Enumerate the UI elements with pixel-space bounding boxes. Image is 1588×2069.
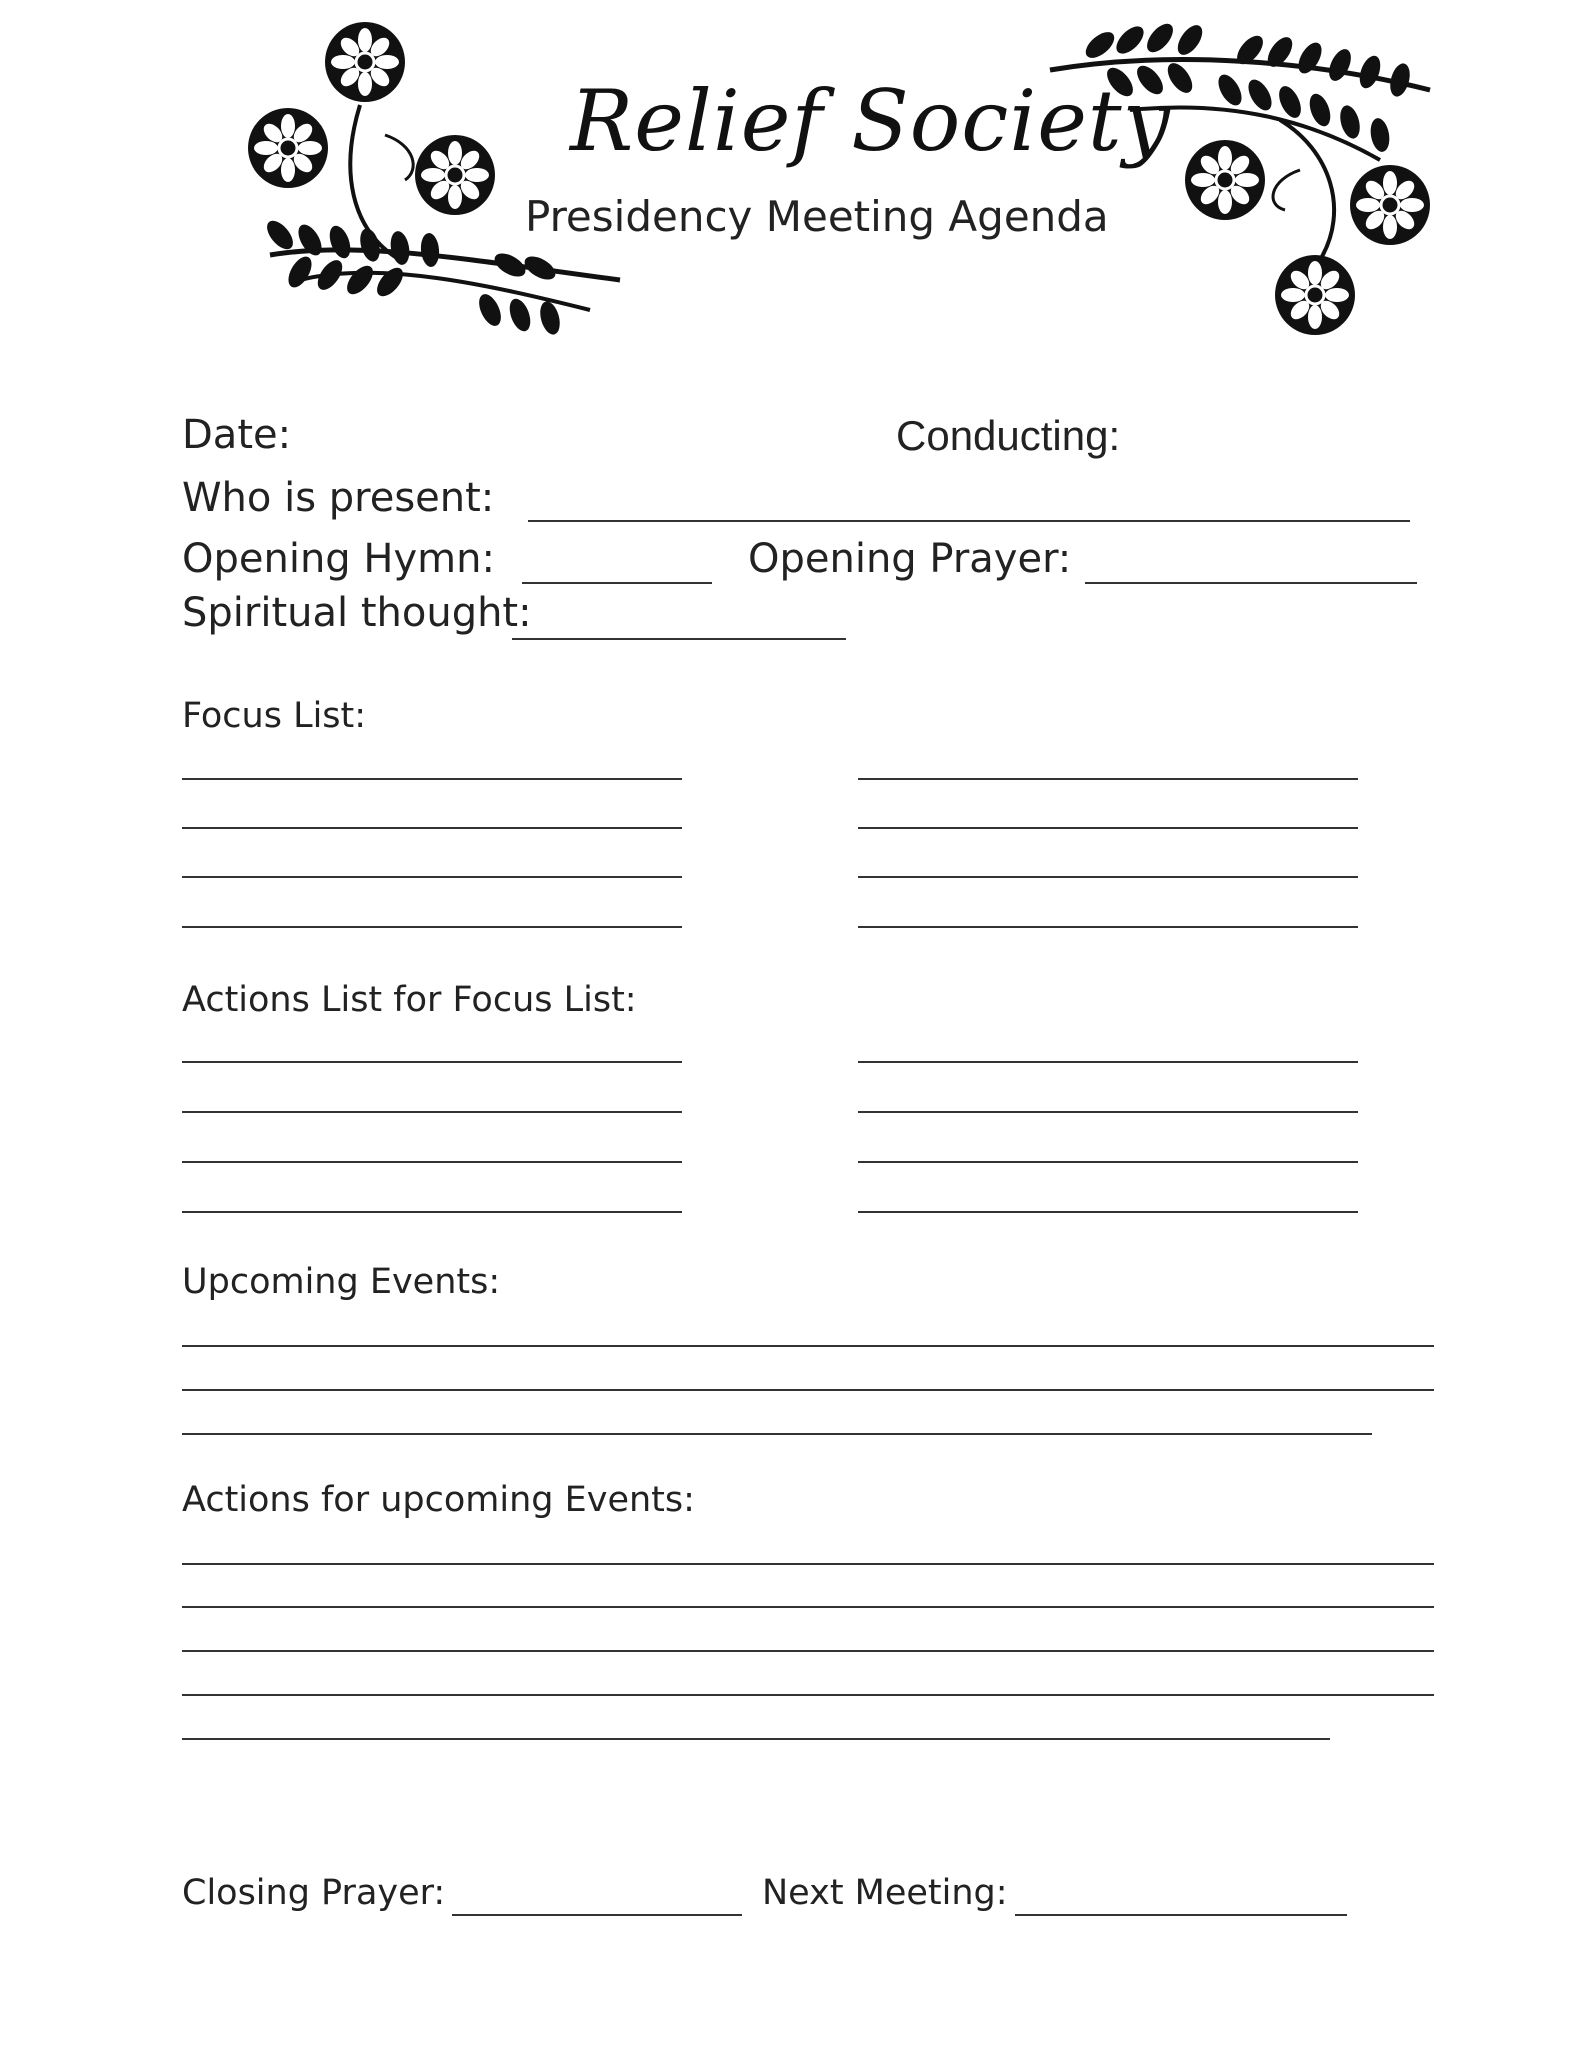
focus-list-line[interactable] (858, 926, 1358, 928)
focus-list-line[interactable] (858, 778, 1358, 780)
flower-icon (325, 22, 405, 102)
actions-focus-line[interactable] (858, 1211, 1358, 1213)
actions-upcoming-line[interactable] (182, 1738, 1330, 1740)
who-present-label: Who is present: (182, 475, 495, 521)
actions-focus-line[interactable] (858, 1111, 1358, 1113)
focus-list-line[interactable] (182, 778, 682, 780)
focus-list-heading: Focus List: (182, 696, 367, 736)
conducting-label: Conducting: (896, 412, 1121, 459)
actions-focus-line[interactable] (182, 1161, 682, 1163)
next-meeting-field[interactable] (1015, 1914, 1347, 1916)
opening-prayer-label: Opening Prayer: (748, 536, 1072, 582)
focus-list-line[interactable] (858, 827, 1358, 829)
opening-hymn-label: Opening Hymn: (182, 536, 495, 582)
actions-focus-heading: Actions List for Focus List: (182, 980, 637, 1020)
flower-icon (1185, 140, 1265, 220)
focus-list-line[interactable] (858, 876, 1358, 878)
spiritual-thought-field[interactable] (512, 638, 846, 640)
actions-upcoming-line[interactable] (182, 1650, 1434, 1652)
actions-upcoming-heading: Actions for upcoming Events: (182, 1480, 695, 1520)
upcoming-events-line[interactable] (182, 1389, 1434, 1391)
floral-decoration-right (1050, 10, 1450, 350)
upcoming-events-line[interactable] (182, 1433, 1372, 1435)
actions-focus-line[interactable] (182, 1061, 682, 1063)
flower-icon (248, 108, 328, 188)
actions-upcoming-line[interactable] (182, 1606, 1434, 1608)
closing-prayer-field[interactable] (452, 1914, 742, 1916)
focus-list-line[interactable] (182, 876, 682, 878)
who-present-field[interactable] (528, 520, 1410, 522)
next-meeting-label: Next Meeting: (762, 1873, 1008, 1913)
actions-focus-line[interactable] (858, 1161, 1358, 1163)
closing-prayer-label: Closing Prayer: (182, 1873, 446, 1913)
floral-decoration-left (240, 10, 640, 330)
flower-icon (1350, 165, 1430, 245)
page-title: Relief Society (570, 72, 1172, 170)
opening-hymn-field[interactable] (522, 582, 712, 584)
flower-icon (1275, 255, 1355, 335)
actions-focus-line[interactable] (182, 1211, 682, 1213)
focus-list-line[interactable] (182, 926, 682, 928)
actions-upcoming-line[interactable] (182, 1694, 1434, 1696)
focus-list-line[interactable] (182, 827, 682, 829)
upcoming-events-line[interactable] (182, 1345, 1434, 1347)
opening-prayer-field[interactable] (1085, 582, 1417, 584)
spiritual-thought-label: Spiritual thought: (182, 590, 532, 636)
date-label: Date: (182, 412, 292, 458)
upcoming-events-heading: Upcoming Events: (182, 1262, 501, 1302)
page-subtitle: Presidency Meeting Agenda (525, 192, 1109, 241)
actions-focus-line[interactable] (858, 1061, 1358, 1063)
actions-focus-line[interactable] (182, 1111, 682, 1113)
actions-upcoming-line[interactable] (182, 1563, 1434, 1565)
flower-icon (415, 135, 495, 215)
